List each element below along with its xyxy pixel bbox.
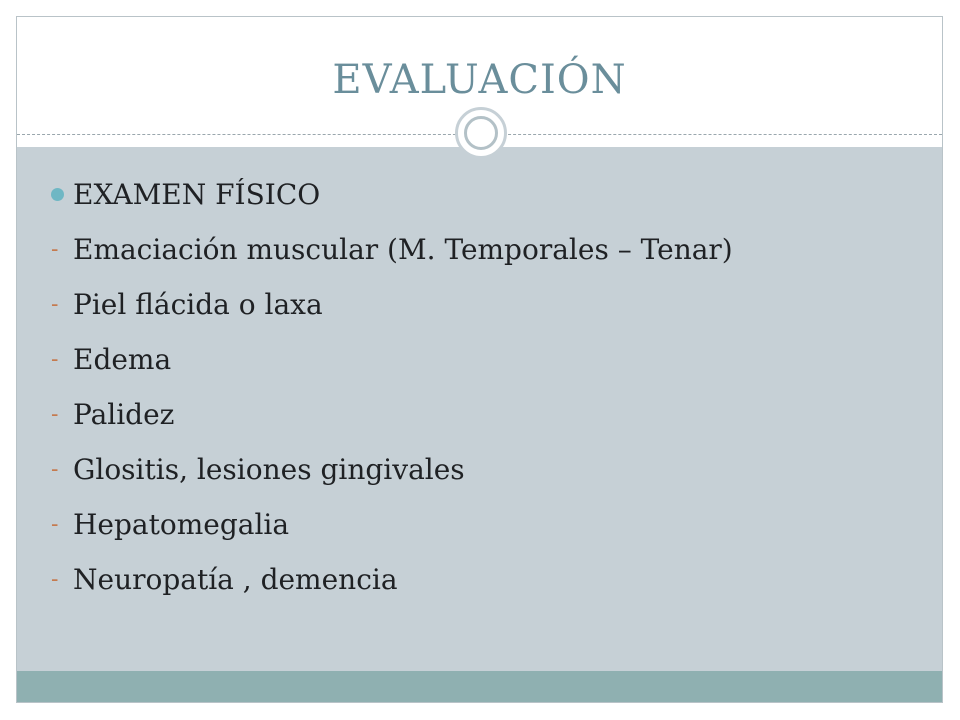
dash-marker: - (51, 402, 59, 427)
dash-marker: - (51, 292, 59, 317)
list-item-text: Emaciación muscular (M. Temporales – Tenar) (73, 233, 733, 266)
list-item-text: Palidez (73, 398, 175, 431)
double-ring-icon (455, 107, 507, 159)
ring-inner (464, 116, 498, 150)
slide-frame (16, 16, 943, 703)
list-item (51, 497, 733, 552)
list-item-text: Glositis, lesiones gingivales (73, 453, 465, 486)
heading-text: EXAMEN FÍSICO (73, 178, 321, 211)
dash-marker: - (51, 567, 59, 592)
slide-title: EVALUACIÓN (332, 57, 627, 103)
list-item (51, 222, 733, 277)
list-item (51, 552, 733, 607)
dash-marker: - (51, 457, 59, 482)
bullet-icon (51, 167, 64, 222)
list-item (51, 277, 733, 332)
dash-marker: - (51, 237, 59, 262)
list-item (51, 332, 733, 387)
list-heading (51, 167, 733, 222)
dash-marker: - (51, 512, 59, 537)
list-item-text: Piel flácida o laxa (73, 288, 323, 321)
list-item-text: Hepatomegalia (73, 508, 290, 541)
list-item-text: Neuropatía , demencia (73, 563, 398, 596)
list-item (51, 387, 733, 442)
list-item (51, 442, 733, 497)
content-list (51, 167, 733, 607)
list-item-text: Edema (73, 343, 172, 376)
footer-band (17, 671, 942, 702)
dash-marker: - (51, 347, 59, 372)
